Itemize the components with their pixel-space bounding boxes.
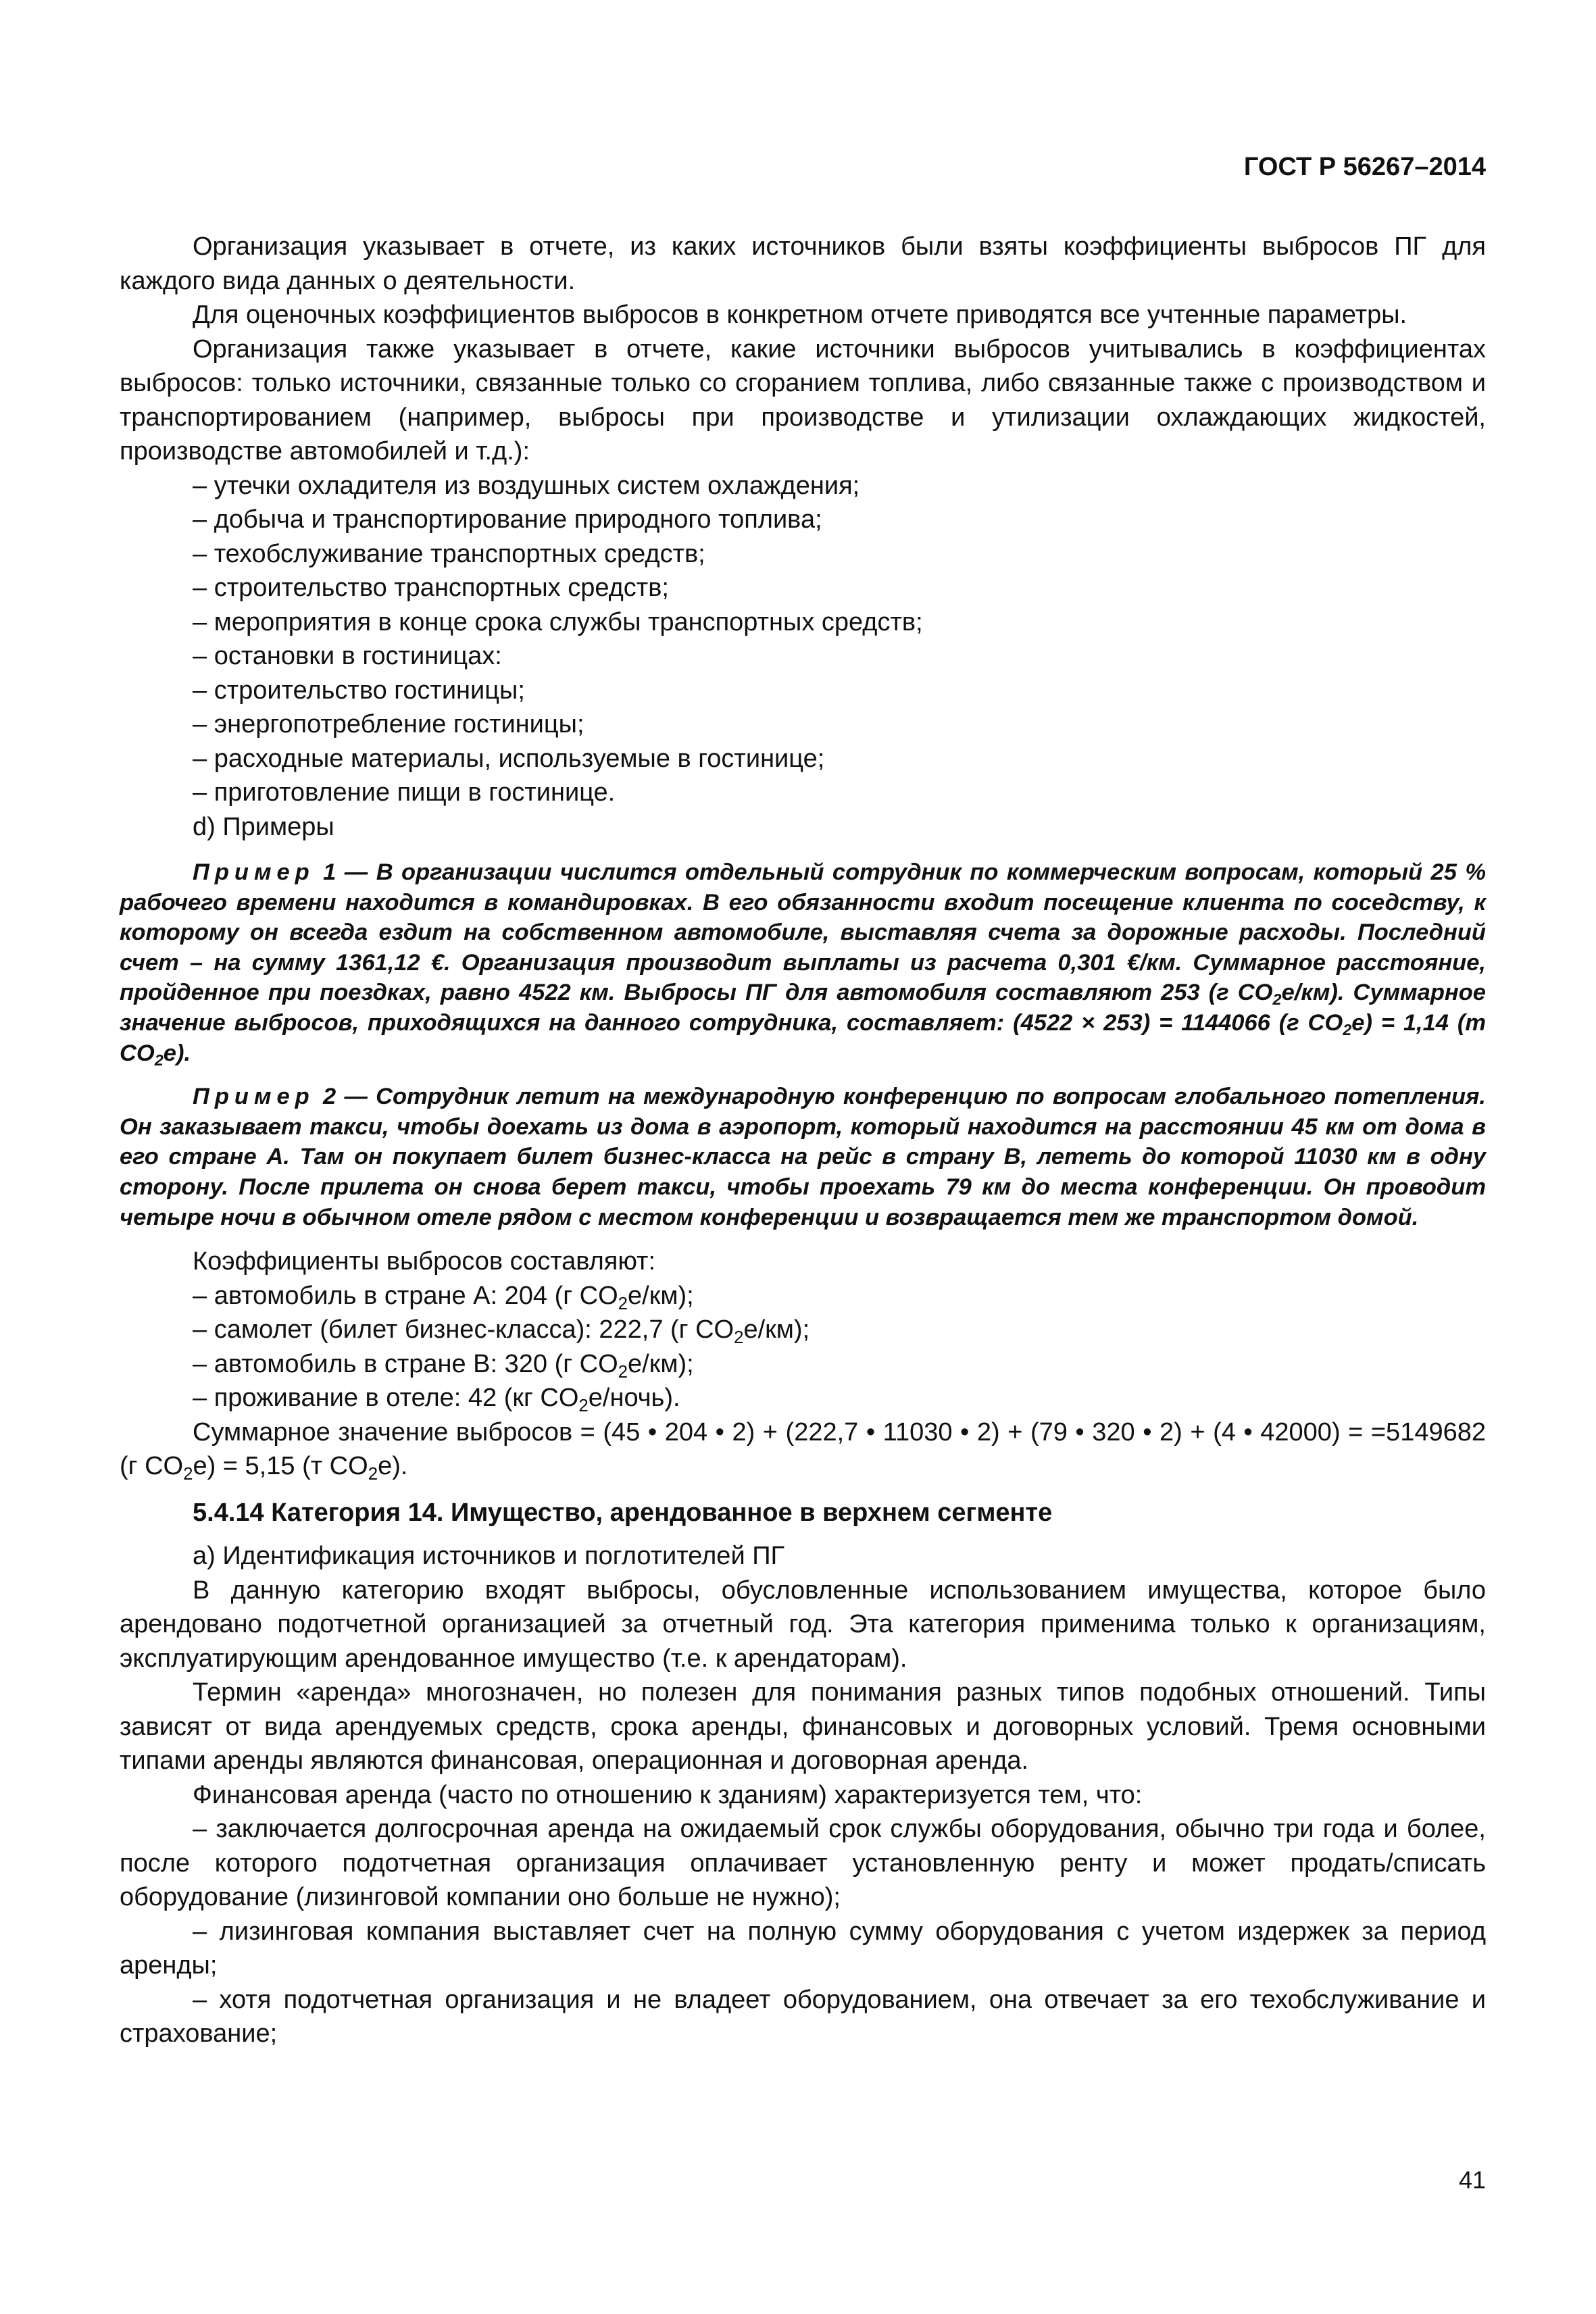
- total-text: Суммарное значение выбросов = (45 • 204 • 2) + (222,7 • 11030 • 2) + (79 • 320 • 2) + (4 • 42000) = =5149682 (г CO: [120, 1417, 1486, 1481]
- co2-subscript: 2: [154, 1051, 164, 1069]
- coefficient-item: [120, 1279, 1486, 1313]
- example-1-label: Пример: [193, 859, 315, 885]
- list-item: – приготовление пищи в гостинице.: [193, 778, 616, 807]
- paragraph: В данную категорию входят выбросы, обусловленные использованием имущества, которое было арендовано подотчетной организацией за отчетный год. Эта категория применима только к организациям, эксплуатирующим арендованное имущество (т.е. к арендаторам).: [120, 1576, 1486, 1673]
- coefficients-block: [120, 1244, 1486, 1484]
- coefficient-unit: е/км);: [628, 1281, 694, 1310]
- section-subheading: a) Идентификация источников и поглотителей ПГ: [193, 1542, 785, 1571]
- emission-sources-list: [120, 469, 1486, 810]
- examples-label: d) Примеры: [193, 812, 334, 841]
- list-item: – утечки охладителя из воздушных систем охлаждения;: [193, 471, 860, 500]
- list-item: – расходные материалы, используемые в гостинице;: [193, 744, 825, 773]
- list-item: – строительство транспортных средств;: [193, 574, 669, 602]
- paragraph: Организация указывает в отчете, из каких источников были взяты коэффициенты выбросов ПГ для каждого вида данных о деятельности.: [120, 232, 1486, 295]
- section-heading: 5.4.14 Категория 14. Имущество, арендованное в верхнем сегменте: [193, 1498, 1053, 1527]
- example-2-text: Сотрудник летит на международную конференцию по вопросам глобального потепления. Он заказывает такси, чтобы доехать из дома в аэропорт, который находится на расстоянии 45 км от дома в его стране А. Там он покупает билет бизнес-класса на рейс в страну В, лететь до которой 11030 км в одну сторону. После прилета он снова берет такси, чтобы проехать 79 км до места конференции. Он проводит четыре ночи в обычном отеле рядом с местом конференции и возвращается тем же транспортом домой.: [120, 1084, 1486, 1230]
- list-item: – строительство гостиницы;: [193, 676, 525, 705]
- coefficient-unit: е/км);: [743, 1315, 810, 1344]
- paragraph: Организация также указывает в отчете, какие источники выбросов учитывались в коэффициентах выбросов: только источники, связанные только со сгоранием топлива, либо связанные также с производством и транспортированием (например, выбросы при производстве и утилизации охлаждающих жидкостей, производстве автомобилей и т.д.):: [120, 334, 1486, 466]
- coefficient-item: [120, 1381, 1486, 1415]
- total-text: е).: [378, 1452, 408, 1481]
- example-1: [120, 857, 1486, 1068]
- list-item: – остановки в гостиницах:: [193, 642, 502, 670]
- page-number: 41: [1458, 2166, 1486, 2194]
- coefficient-unit: е/ночь).: [588, 1384, 680, 1413]
- co2-subscript: 2: [734, 1328, 744, 1347]
- paragraph: Финансовая аренда (часто по отношению к зданиям) характеризуется тем, что:: [193, 1780, 1143, 1809]
- co2-subscript: 2: [618, 1362, 628, 1382]
- coefficient-text: – проживание в отеле: 42 (кг CO: [193, 1384, 579, 1413]
- example-1-text-a: В организации числится отдельный сотрудник по коммерческим вопросам, который 25 % рабочего времени находится в командировках. В его обязанности входит посещение клиента по соседству, к которому он всегда ездит на собственном автомобиле, выставляя счета за дорожные расходы. Последний счет – на сумму 1361,12 €. Организация производит выплаты из расчета 0,301 €/км. Суммарное расстояние, пройденное при поездках, равно 4522 км. Выбросы ПГ для автомобиля составляют 253 (г CO: [120, 859, 1486, 1006]
- document-code: ГОСТ Р 56267–2014: [1243, 153, 1486, 181]
- paragraph: Для оценочных коэффициентов выбросов в конкретном отчете приводятся все учтенные параметры.: [193, 301, 1407, 329]
- example-1-text-c: е) = 1,14 (т CO: [120, 1009, 1486, 1066]
- co2-subscript: 2: [618, 1294, 628, 1313]
- paragraph: Термин «аренда» многозначен, но полезен для понимания разных типов подобных отношений. Типы зависят от вида арендуемых средств, срока аренды, финансовых и договорных условий. Тремя основными типами аренды являются финансовая, операционная и договорная аренда.: [120, 1678, 1486, 1776]
- example-2-number: 2 —: [314, 1084, 376, 1110]
- list-item: – добыча и транспортирование природного топлива;: [193, 505, 822, 534]
- co2-subscript: 2: [1343, 1021, 1352, 1038]
- coefficient-text: – автомобиль в стране А: 204 (г CO: [193, 1281, 618, 1310]
- co2-subscript: 2: [578, 1396, 589, 1415]
- example-1-text-d: е).: [163, 1040, 191, 1066]
- co2-subscript: 2: [183, 1464, 193, 1484]
- co2-subscript: 2: [1272, 990, 1282, 1009]
- total-text: е) = 5,15 (т CO: [193, 1452, 368, 1481]
- example-1-number: 1 —: [314, 859, 376, 885]
- example-2-label: Пример: [193, 1084, 315, 1110]
- coefficients-intro: Коэффициенты выбросов составляют:: [193, 1247, 656, 1276]
- list-item: – мероприятия в конце срока службы транспортных средств;: [193, 607, 923, 636]
- list-item: – энергопотребление гостиницы;: [193, 710, 584, 738]
- coefficient-item: [120, 1313, 1486, 1347]
- total-emissions: [120, 1415, 1486, 1484]
- example-1-text-b: е/км). Суммарное значение выбросов, приходящихся на данного сотрудника, составляет: (4522 × 253) = 1144066 (г CO: [120, 980, 1486, 1036]
- coefficient-text: – автомобиль в стране В: 320 (г CO: [193, 1349, 618, 1378]
- example-2: [120, 1082, 1486, 1232]
- coefficient-text: – самолет (билет бизнес-класса): 222,7 (г CO: [193, 1315, 734, 1344]
- document-body: [120, 230, 1486, 2051]
- coefficient-item: [120, 1347, 1486, 1382]
- co2-subscript: 2: [368, 1464, 378, 1484]
- paragraph: – хотя подотчетная организация и не владеет оборудованием, она отвечает за его техобслуживание и страхование;: [120, 1985, 1486, 2048]
- document-page: [120, 0, 1486, 2314]
- paragraph: – заключается долгосрочная аренда на ожидаемый срок службы оборудования, обычно три года и более, после которого подотчетная организация оплачивает установленную ренту и может продать/списать оборудование (лизинговой компании оно больше не нужно);: [120, 1815, 1486, 1912]
- coefficient-unit: е/км);: [628, 1349, 694, 1378]
- paragraph: – лизинговая компания выставляет счет на полную сумму оборудования с учетом издержек за период аренды;: [120, 1917, 1486, 1980]
- list-item: – техобслуживание транспортных средств;: [193, 539, 705, 568]
